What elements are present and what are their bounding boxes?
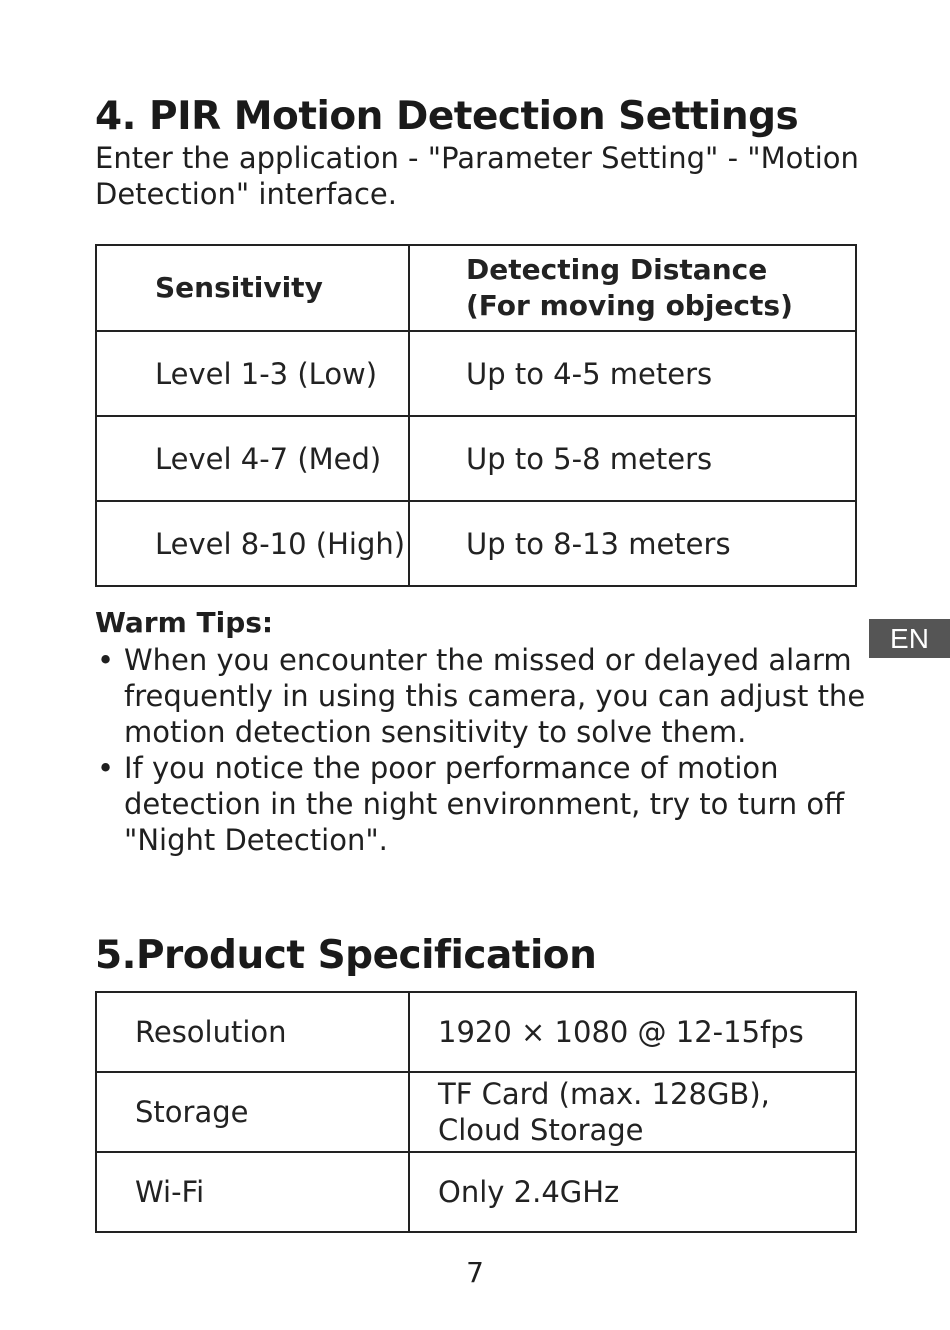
distance-cell: Up to 5-8 meters (409, 416, 856, 501)
table-row (96, 501, 856, 586)
bullet-icon: • (97, 643, 115, 677)
section-5-title: 5.Product Specification (95, 933, 597, 978)
sensitivity-cell: Level 8-10 (High) (96, 501, 409, 586)
spec-value: 1920 × 1080 @ 12-15fps (409, 992, 856, 1072)
distance-cell: Up to 4-5 meters (409, 331, 856, 416)
section-4-intro: Enter the application - "Parameter Setting" - "Motion Detection" interface. (95, 141, 859, 211)
table-row (96, 331, 856, 416)
section-4-title: 4. PIR Motion Detection Settings (95, 94, 799, 139)
header-sensitivity: Sensitivity (96, 245, 409, 331)
sensitivity-cell: Level 1-3 (Low) (96, 331, 409, 416)
tip-text: When you encounter the missed or delayed alarm frequently in using this camera, you can adjust the motion detection sensitivity to solve them. (124, 643, 866, 749)
language-tab: EN (869, 619, 950, 658)
header-detecting-distance: Detecting Distance (For moving objects) (409, 245, 856, 331)
table-row (96, 416, 856, 501)
spec-value: Only 2.4GHz (409, 1152, 856, 1232)
sensitivity-cell: Level 4-7 (Med) (96, 416, 409, 501)
spec-label: Storage (96, 1072, 409, 1152)
spec-label: Wi-Fi (96, 1152, 409, 1232)
table-header-row (96, 245, 856, 331)
page-number: 7 (466, 1256, 484, 1289)
spec-label: Resolution (96, 992, 409, 1072)
bullet-icon: • (97, 751, 115, 785)
table-row (96, 992, 856, 1072)
product-spec-table (95, 991, 857, 1233)
pir-sensitivity-table (95, 244, 857, 587)
table-row (96, 1072, 856, 1152)
distance-cell: Up to 8-13 meters (409, 501, 856, 586)
tip-text: If you notice the poor performance of motion detection in the night environment, try to turn off "Night Detection". (124, 751, 845, 857)
spec-value: TF Card (max. 128GB), Cloud Storage (409, 1072, 856, 1152)
warm-tips-list (95, 642, 875, 858)
table-row (96, 1152, 856, 1232)
warm-tips-title: Warm Tips: (95, 606, 274, 639)
list-item (95, 750, 875, 858)
list-item (95, 642, 875, 750)
